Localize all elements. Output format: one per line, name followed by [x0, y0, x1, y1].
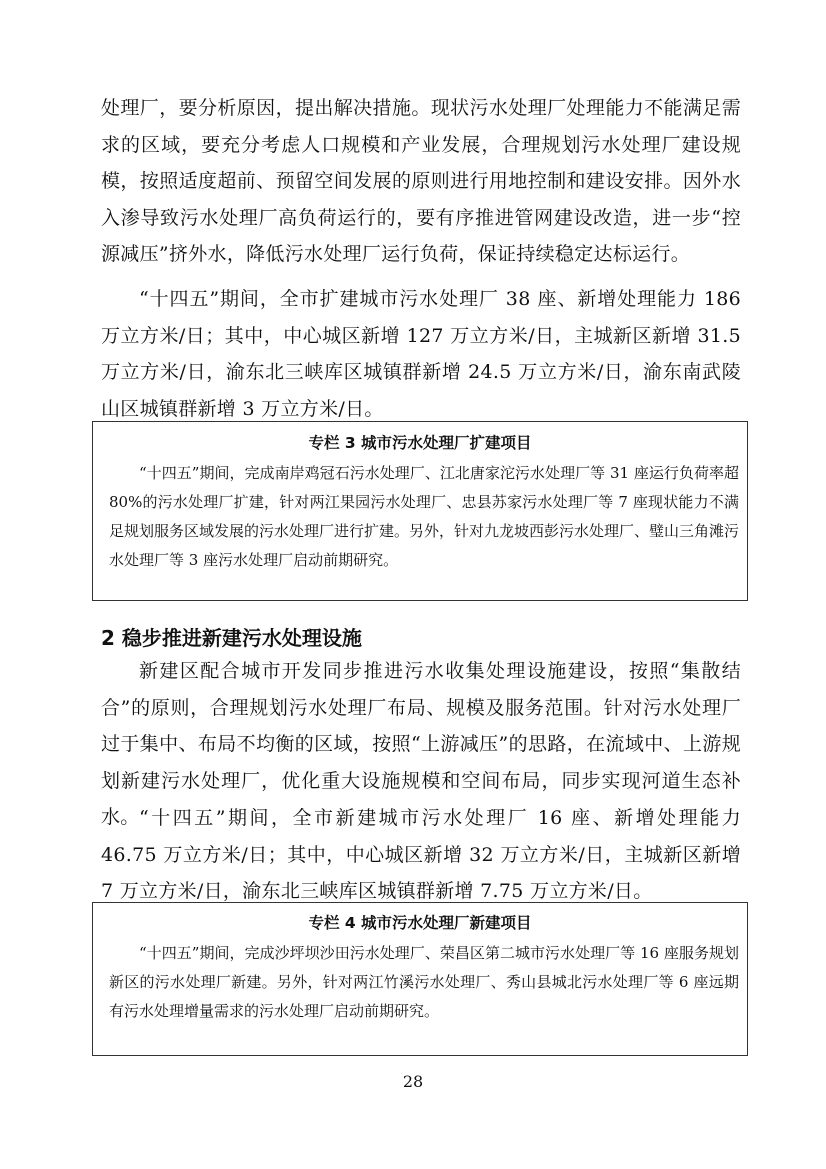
section-heading: 2 稳步推进新建污水处理设施 — [101, 626, 362, 650]
box-4-title: 专栏 4 城市污水处理厂新建项目 — [308, 914, 532, 932]
paragraph-2: “十四五”期间，全市扩建城市污水处理厂 38 座、新增处理能力 186 万立方米/日；其中，中心城区新增 127 万立方米/日，主城新区新增 31.5 万立方米/日，渝东北三峡库区城镇群新增 24.5 万立方米/日，渝东南武陵山区城镇群新增 3 万立方米/日。 — [101, 288, 741, 420]
box-3-text: “十四五”期间，完成南岸鸡冠石污水处理厂、江北唐家沱污水处理厂等 31 座运行负荷率超 80%的污水处理厂扩建，针对两江果园污水处理厂、忠县苏家污水处理厂等 7 座现状能力不满足规划服务区域发展的污水处理厂进行扩建。另外，针对九龙坡西彭污水处理厂、璧山三角滩污水处理厂等 3 座污水处理厂启动前期研究。 — [109, 464, 740, 569]
page-number: 28 — [402, 1072, 424, 1091]
box-3-title: 专栏 3 城市污水处理厂扩建项目 — [308, 434, 532, 452]
sidebar-box-3 — [92, 421, 748, 601]
paragraph-4: “十四五”期间，全市新建城市污水处理厂 16 座、新增处理能力 46.75 万立方米/日；其中，中心城区新增 32 万立方米/日，主城新区新增 7 万立方米/日，渝东北三峡库区城镇群新增 7.75 万立方米/日。 — [101, 807, 741, 902]
paragraph-1: 处理厂，要分析原因，提出解决措施。现状污水处理厂处理能力不能满足需求的区域，要充分考虑人口规模和产业发展，合理规划污水处理厂建设规模，按照适度超前、预留空间发展的原则进行用地控制和建设安排。因外水入渗导致污水处理厂高负荷运行的，要有序推进管网建设改造，进一步“控源减压”挤外水，降低污水处理厂运行负荷，保证持续稳定达标运行。 — [101, 97, 741, 265]
box-4-text: “十四五”期间，完成沙坪坝沙田污水处理厂、荣昌区第二城市污水处理厂等 16 座服务规划新区的污水处理厂新建。另外，针对两江竹溪污水处理厂、秀山县城北污水处理厂等 6 座远期有污水处理增量需求的污水处理厂启动前期研究。 — [109, 944, 739, 1020]
sidebar-box-4 — [92, 902, 748, 1056]
paragraph-3: 新建区配合城市开发同步推进污水收集处理设施建设，按照“集散结合”的原则，合理规划污水处理厂布局、规模及服务范围。针对污水处理厂过于集中、布局不均衡的区域，按照“上游减压”的思路，在流域中、上游规划新建污水处理厂，优化重大设施规模和空间布局，同步实现河道生态补水。 — [101, 660, 741, 828]
